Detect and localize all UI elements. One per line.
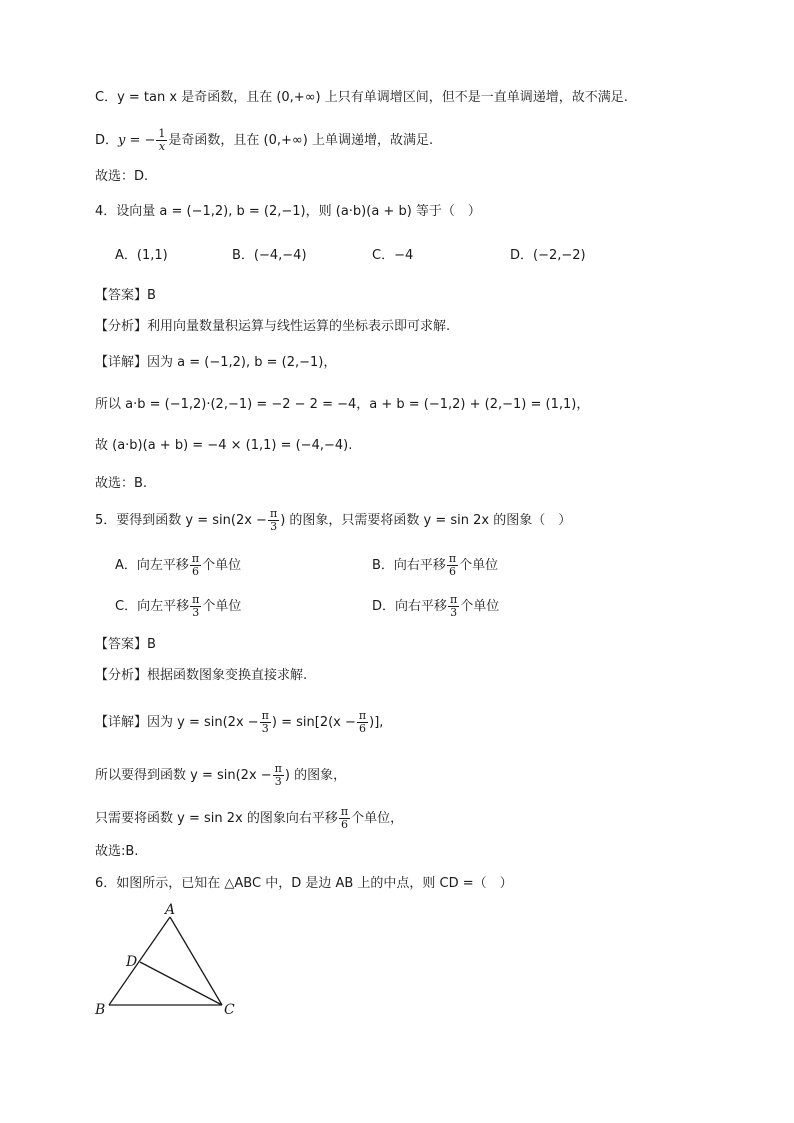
prev-choice: 故选：D. (95, 169, 149, 184)
q5-answer: 【答案】B (95, 637, 156, 652)
fraction: $\frac{\pi}{3}$ (269, 507, 278, 533)
q4-detail-2: 所以 a·b = (−1,2)·(2,−1) = −2 − 2 = −4，a + b = (−1,2) + (2,−1) = (1,1)， (95, 397, 590, 412)
question-4-stem: 4．设向量 a = (−1,2), b = (2,−1)，则 (a·b)(a + b) 等于（ ） (95, 204, 481, 219)
fraction: $\frac{\pi}{6}$ (340, 805, 349, 831)
fraction: $\frac{\pi}{6}$ (191, 552, 200, 578)
vertex-label-c: C (224, 1002, 235, 1018)
q5-analysis: 【分析】根据函数图象变换直接求解. (95, 668, 308, 683)
q4-analysis: 【分析】利用向量数量积运算与线性运算的坐标表示即可求解. (95, 319, 451, 334)
q5-option-c: C．向左平移 $\frac{\pi}{3}$ 个单位 (115, 593, 242, 619)
option-c-explanation: C．y = tan x 是奇函数，且在 (0,+∞) 上只有单调增区间，但不是一直单调递增，故不满足. (95, 90, 628, 105)
q4-option-a: A．(1,1) (115, 248, 168, 263)
question-6-stem: 6．如图所示，已知在 △ABC 中，D 是边 AB 上的中点，则 CD =（ ） (95, 876, 513, 891)
vertex-label-b: B (95, 1002, 106, 1018)
vertex-label-a: A (165, 902, 176, 918)
fraction: $\frac{\pi}{6}$ (448, 552, 457, 578)
fraction: $\frac{\pi}{3}$ (450, 593, 458, 619)
q5-detail-2: 所以要得到函数 y = sin(2x − $\frac{\pi}{3}$ ) 的图象， (95, 762, 347, 788)
q5-option-b: B．向右平移 $\frac{\pi}{6}$ 个单位 (372, 552, 499, 578)
q5-choice: 故选:B. (95, 844, 139, 859)
option-d-explanation: D．y = − $\frac{1}{x}$ 是奇函数，且在 (0,+∞) 上单调递增，故满足. (95, 127, 434, 153)
q4-option-b: B．(−4,−4) (232, 248, 307, 263)
fraction: $\frac{\pi}{3}$ (192, 593, 200, 619)
q5-detail-1: 【详解】因为 y = sin(2x − $\frac{\pi}{3}$ ) = sin[2(x − $\frac{\pi}{6}$ )], (95, 709, 384, 735)
q5-option-d: D．向右平移 $\frac{\pi}{3}$ 个单位 (372, 593, 500, 619)
question-5-stem: 5．要得到函数 y = sin(2x − $\frac{\pi}{3}$ ) 的图象，只需要将函数 y = sin 2x 的图象（ ） (95, 507, 572, 533)
q4-option-d: D．(−2,−2) (510, 248, 586, 263)
fraction: $\frac{\pi}{6}$ (358, 709, 367, 735)
fraction: $\frac{\pi}{3}$ (274, 762, 282, 788)
side-ab (109, 917, 170, 1005)
q5-option-a: A．向左平移 $\frac{\pi}{6}$ 个单位 (115, 552, 242, 578)
q4-detail-1: 【详解】因为 a = (−1,2), b = (2,−1)， (95, 355, 337, 370)
q4-choice: 故选：B. (95, 476, 148, 491)
q4-answer: 【答案】B (95, 288, 156, 303)
fraction: $\frac{\pi}{3}$ (261, 709, 269, 735)
fraction: $\frac{1}{x}$ (158, 127, 166, 153)
point-label-d: D (126, 954, 138, 970)
q5-detail-3: 只需要将函数 y = sin 2x 的图象向右平移 $\frac{\pi}{6}$ 个单位， (95, 805, 404, 831)
q4-detail-3: 故 (a·b)(a + b) = −4 × (1,1) = (−4,−4). (95, 438, 353, 453)
triangle-figure (90, 900, 250, 1025)
q4-option-c: C．−4 (372, 248, 414, 263)
